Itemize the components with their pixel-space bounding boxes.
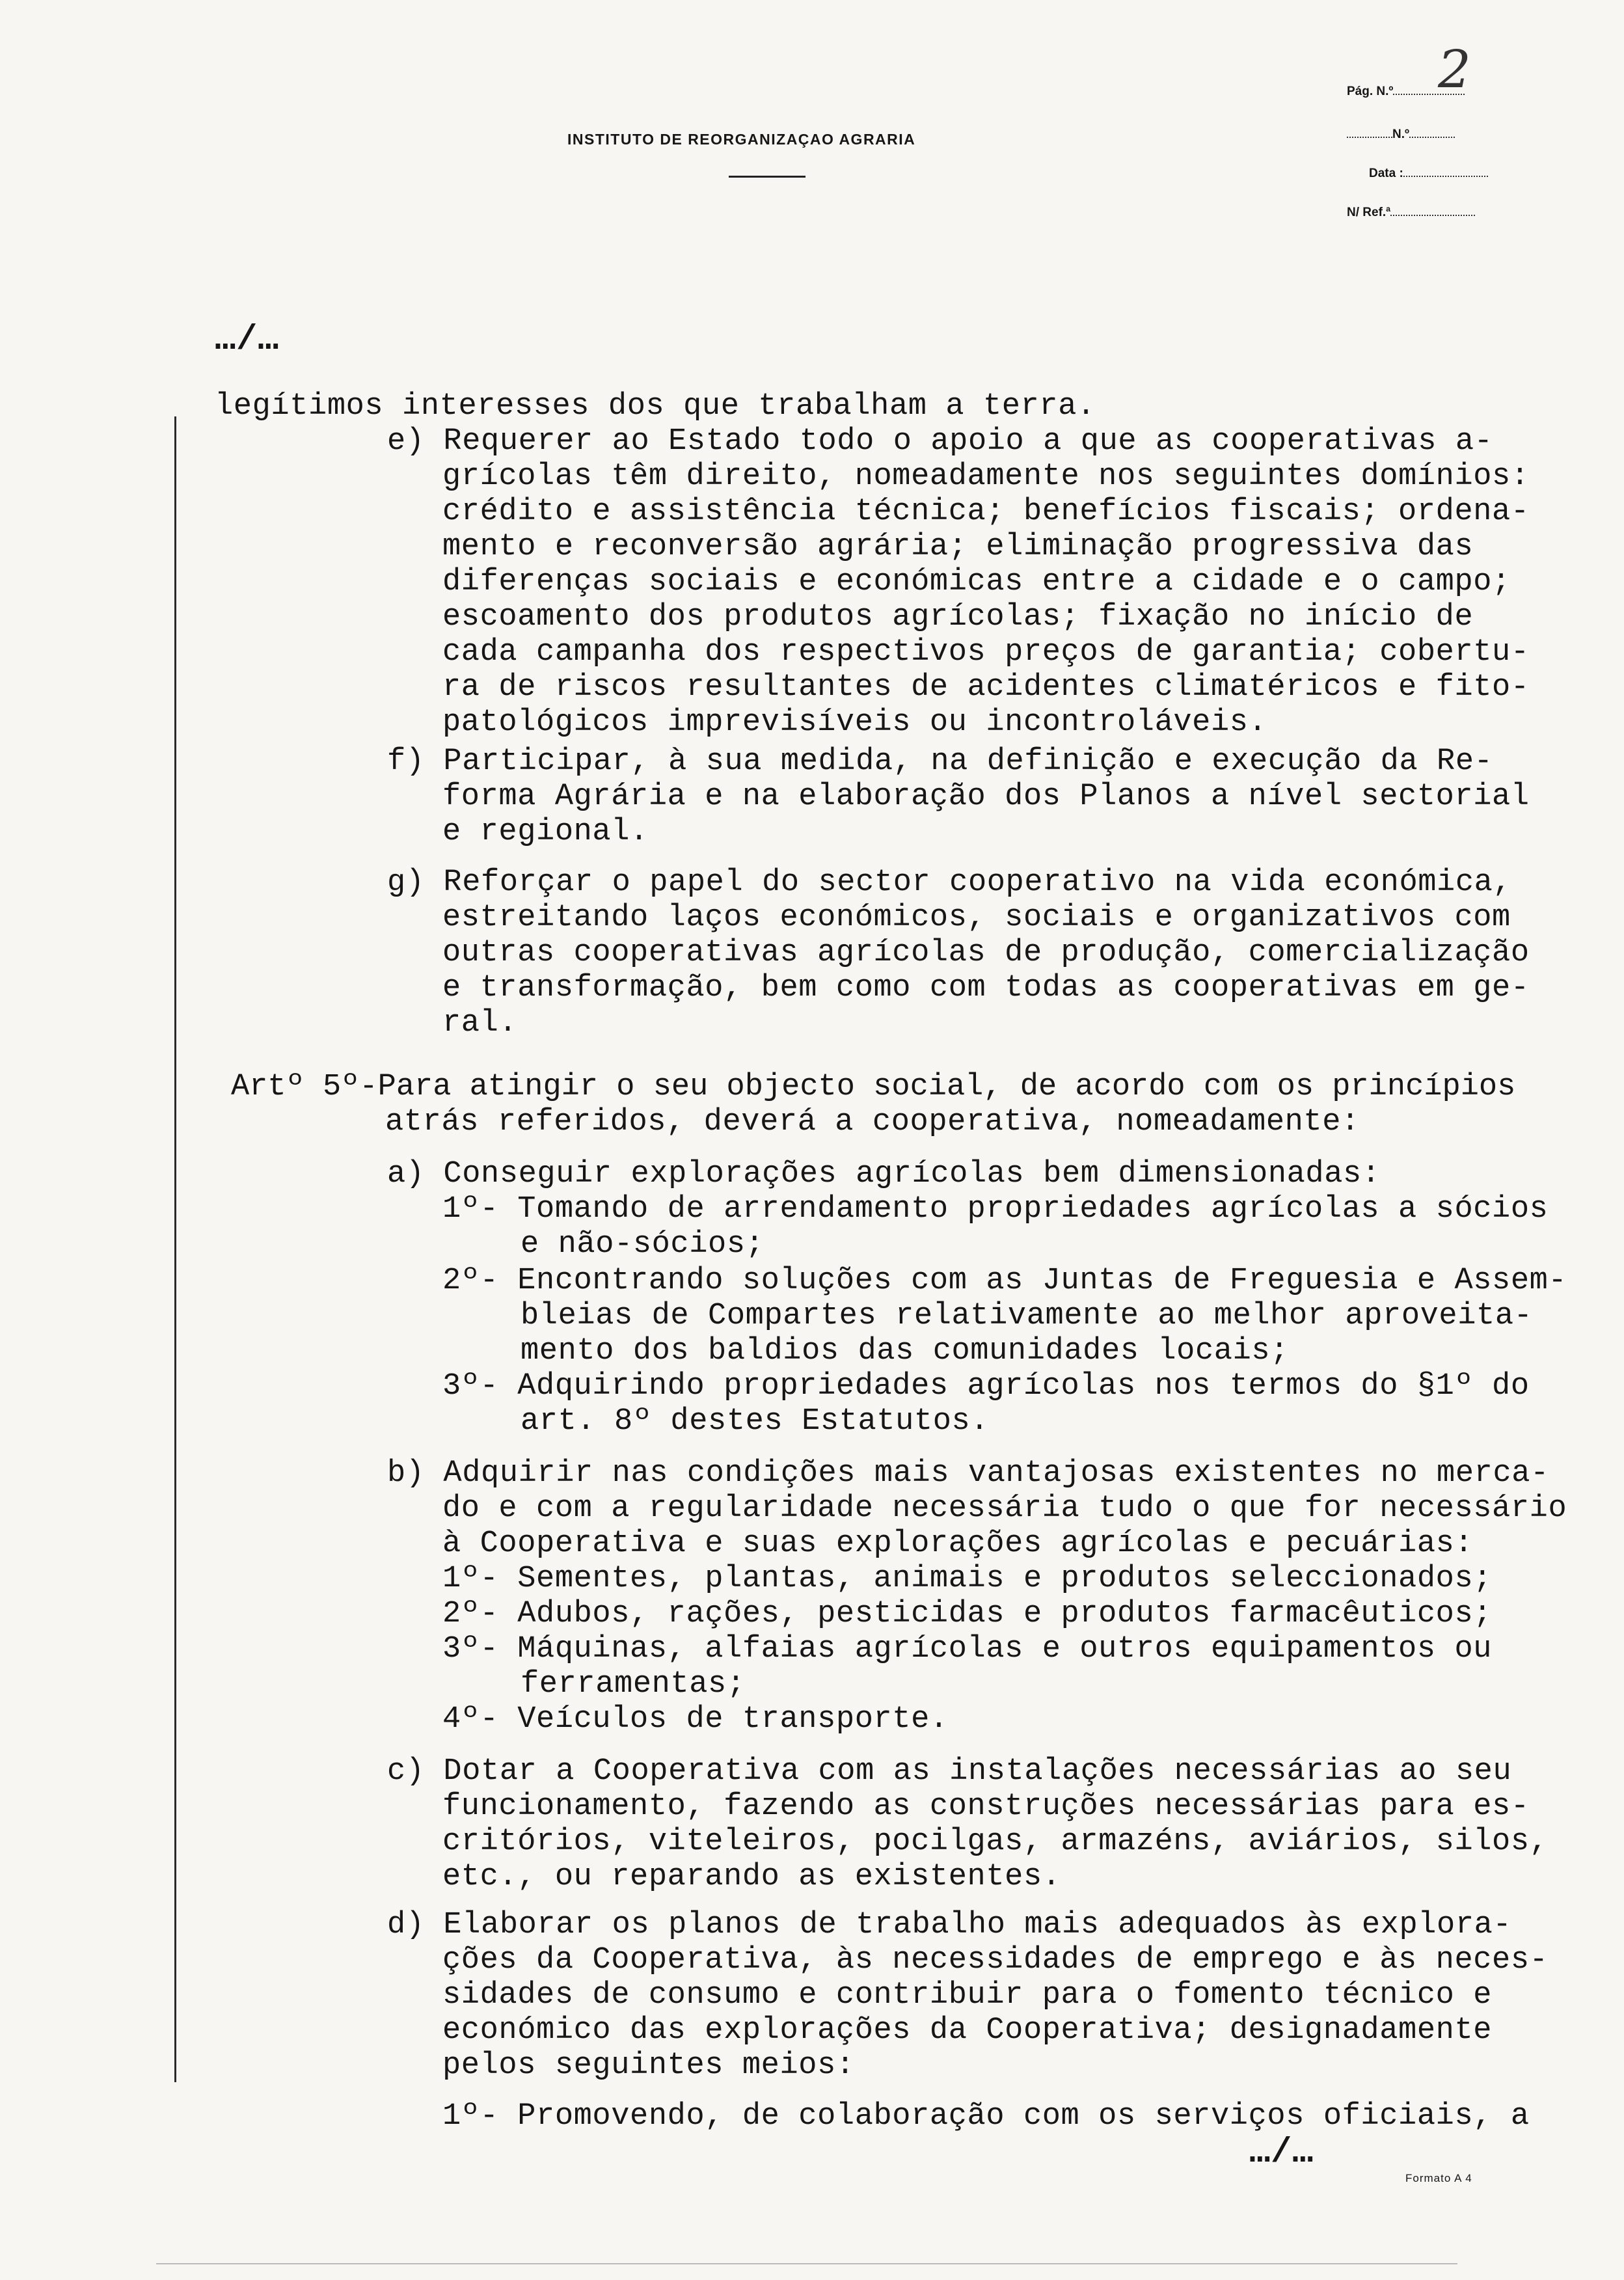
text-line: 4º- Veículos de transporte.	[442, 1702, 949, 1737]
text-line: 1º- Tomando de arrendamento propriedades agrícolas a sócios	[442, 1192, 1549, 1227]
text-line: 2º- Adubos, rações, pesticidas e produtos farmacêuticos;	[442, 1597, 1493, 1631]
text-line: legítimos interesses dos que trabalham a terra.	[215, 389, 1096, 424]
text-line: diferenças sociais e económicas entre a cidade e o campo;	[442, 565, 1511, 599]
text-line: mento dos baldios das comunidades locais;	[521, 1334, 1289, 1368]
text-line: Artº 5º-Para atingir o seu objecto social, de acordo com os princípios	[231, 1070, 1516, 1104]
text-line: 1º- Sementes, plantas, animais e produtos seleccionados;	[442, 1562, 1493, 1596]
text-line: f) Participar, à sua medida, na definição e execução da Re-	[387, 744, 1493, 779]
text-line: b) Adquirir nas condições mais vantajosas existentes no merca-	[387, 1456, 1549, 1491]
text-line: patológicos imprevisíveis ou incontroláveis.	[442, 705, 1267, 740]
text-line: d) Elaborar os planos de trabalho mais adequados às explora-	[387, 1908, 1512, 1942]
text-line: a) Conseguir explorações agrícolas bem dimensionadas:	[387, 1157, 1381, 1191]
text-line: cada campanha dos respectivos preços de garantia; cobertu-	[442, 635, 1530, 670]
number-label: N.º	[1392, 128, 1409, 141]
text-line: 1º- Promovendo, de colaboração com os serviços oficiais, a	[442, 2099, 1530, 2134]
text-line: económico das explorações da Cooperativa; designadamente	[442, 2013, 1493, 2048]
text-line: do e com a regularidade necessária tudo o que for necessário	[442, 1491, 1567, 1526]
text-line: ções da Cooperativa, às necessidades de emprego e às neces-	[442, 1943, 1549, 1977]
text-line: 3º- Máquinas, alfaias agrícolas e outros equipamentos ou	[442, 1632, 1493, 1666]
text-line: g) Reforçar o papel do sector cooperativo na vida económica,	[387, 865, 1512, 900]
text-line: escoamento dos produtos agrícolas; fixação no início de	[442, 600, 1474, 634]
text-line: ral.	[442, 1006, 518, 1040]
text-line: à Cooperativa e suas explorações agrícolas e pecuárias:	[442, 1527, 1474, 1561]
text-line: e transformação, bem como com todas as cooperativas em ge-	[442, 971, 1530, 1005]
text-line: e não-sócios;	[521, 1227, 765, 1262]
text-line: critórios, viteleiros, pocilgas, armazéns, aviários, silos,	[442, 1825, 1549, 1859]
text-line: sidades de consumo e contribuir para o fomento técnico e	[442, 1978, 1493, 2013]
header-rule	[729, 176, 805, 178]
text-line: e regional.	[442, 815, 649, 849]
footer-format: Formato A 4	[1405, 2172, 1472, 2184]
text-line: art. 8º destes Estatutos.	[521, 1404, 990, 1439]
text-line: ra de riscos resultantes de acidentes climatéricos e fito-	[442, 670, 1530, 705]
number-field	[1347, 128, 1455, 142]
text-line: bleias de Compartes relativamente ao melhor aproveita-	[521, 1299, 1533, 1333]
page-label: Pág. N.º	[1347, 85, 1394, 98]
institution-header: INSTITUTO DE REORGANIZAÇAO AGRARIA	[567, 131, 916, 148]
bottom-rule	[156, 2263, 1457, 2264]
continued-top-marker: …/…	[215, 320, 280, 360]
text-line: e) Requerer ao Estado todo o apoio a que as cooperativas a-	[387, 424, 1493, 459]
text-line: grícolas têm direito, nomeadamente nos seguintes domínios:	[442, 459, 1530, 494]
ref-field	[1347, 206, 1475, 220]
text-line: ferramentas;	[521, 1667, 746, 1702]
text-line: estreitando laços económicos, sociais e organizativos com	[442, 901, 1511, 935]
ref-label: N/ Ref.ª	[1347, 206, 1391, 219]
text-line: funcionamento, fazendo as construções necessárias para es-	[442, 1789, 1530, 1824]
text-line: forma Agrária e na elaboração dos Planos a nível sectorial	[442, 780, 1530, 814]
text-line: 2º- Encontrando soluções com as Juntas de Freguesia e Assem-	[442, 1264, 1567, 1298]
date-label: Data :	[1369, 167, 1403, 180]
continued-bottom-marker: …/…	[1249, 2133, 1314, 2173]
text-line: crédito e assistência técnica; benefícios fiscais; ordena-	[442, 495, 1530, 529]
date-field	[1369, 167, 1488, 181]
text-line: c) Dotar a Cooperativa com as instalações necessárias ao seu	[387, 1754, 1512, 1789]
text-line: atrás referidos, deverá a cooperativa, nomeadamente:	[385, 1105, 1360, 1139]
text-line: etc., ou reparando as existentes.	[442, 1860, 1061, 1894]
text-line: 3º- Adquirindo propriedades agrícolas nos termos do §1º do	[442, 1369, 1530, 1404]
left-margin-line	[174, 416, 176, 2082]
handwritten-page-number: 2	[1438, 39, 1471, 100]
text-line: mento e reconversão agrária; eliminação progressiva das	[442, 530, 1474, 564]
text-line: outras cooperativas agrícolas de produção, comercialização	[442, 936, 1530, 970]
text-line: pelos seguintes meios:	[442, 2048, 855, 2083]
